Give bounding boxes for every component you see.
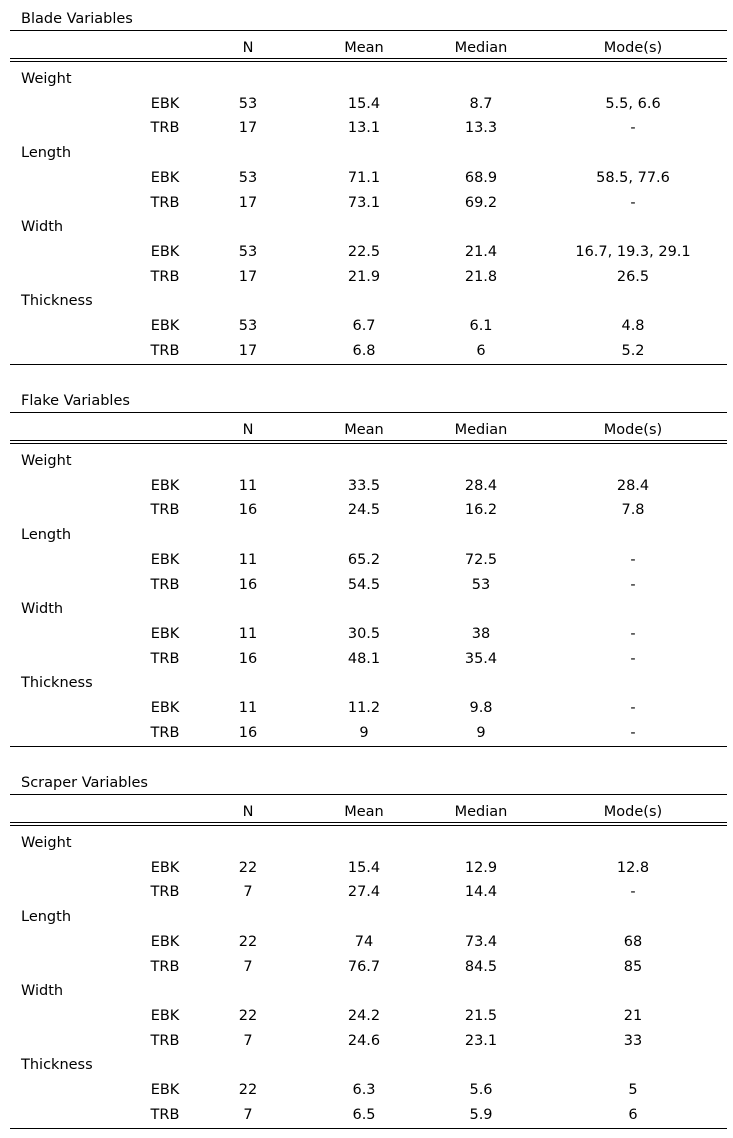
table-caption: Blade Variables: [21, 11, 133, 27]
cell-n: 17: [238, 268, 258, 285]
group-label: EBK: [150, 1007, 180, 1024]
cell-mode: 68: [623, 933, 643, 950]
cell-mode: 16.7, 19.3, 29.1: [575, 243, 691, 260]
table-top-rule: [10, 30, 727, 31]
group-label: TRB: [150, 650, 180, 667]
cell-median: 9.8: [469, 700, 493, 716]
cell-mode: 5.2: [621, 342, 645, 359]
variable-label: Length: [21, 527, 72, 544]
group-label: EBK: [150, 551, 180, 568]
cell-mean: 6.8: [352, 342, 376, 359]
cell-mean: 30.5: [347, 625, 381, 642]
cell-mode: -: [630, 576, 636, 593]
cell-median: 38: [471, 625, 491, 642]
group-label: EBK: [150, 859, 180, 876]
table-top-rule: [10, 794, 727, 795]
cell-median: 23.1: [464, 1032, 498, 1049]
group-label: EBK: [150, 477, 180, 494]
cell-n: 16: [238, 650, 258, 667]
cell-mean: 74: [354, 933, 374, 950]
cell-mean: 6.7: [352, 318, 376, 334]
cell-mean: 65.2: [347, 551, 381, 568]
variable-label: Weight: [21, 835, 72, 851]
cell-n: 16: [238, 576, 258, 593]
cell-n: 53: [238, 318, 258, 334]
header-double-rule: [10, 822, 727, 826]
group-label: TRB: [150, 268, 180, 285]
variable-label: Width: [21, 219, 64, 236]
cell-mean: 27.4: [347, 884, 381, 901]
cell-median: 28.4: [464, 477, 498, 494]
group-label: EBK: [150, 169, 180, 186]
cell-n: 53: [238, 243, 258, 260]
group-label: TRB: [150, 958, 180, 975]
cell-median: 5.9: [469, 1106, 493, 1123]
cell-median: 21.5: [464, 1007, 498, 1024]
cell-mean: 76.7: [347, 958, 381, 975]
header-n: N: [242, 422, 254, 438]
cell-n: 22: [238, 1007, 258, 1024]
group-label: TRB: [150, 342, 180, 359]
cell-mean: 73.1: [347, 194, 381, 211]
cell-mode: 26.5: [616, 268, 650, 285]
header-mode: Mode(s): [603, 422, 663, 438]
table-bottom-rule: [10, 364, 727, 365]
cell-median: 6.1: [469, 318, 493, 334]
cell-n: 53: [238, 95, 258, 112]
cell-mean: 6.3: [352, 1082, 376, 1098]
cell-mean: 24.5: [347, 502, 381, 519]
cell-median: 13.3: [464, 120, 498, 137]
cell-n: 16: [238, 502, 258, 519]
cell-n: 22: [238, 859, 258, 876]
cell-mode: -: [630, 884, 636, 901]
cell-median: 8.7: [469, 95, 493, 112]
group-label: EBK: [150, 625, 180, 642]
cell-mode: -: [630, 625, 636, 642]
cell-n: 53: [238, 169, 258, 186]
table-top-rule: [10, 412, 727, 413]
cell-mode: 21: [623, 1007, 643, 1024]
cell-median: 14.4: [464, 884, 498, 901]
cell-median: 5.6: [469, 1082, 493, 1098]
cell-mode: 58.5, 77.6: [596, 169, 670, 186]
cell-n: 17: [238, 194, 258, 211]
header-median: Median: [454, 422, 508, 438]
cell-mean: 21.9: [347, 268, 381, 285]
header-median: Median: [454, 40, 508, 56]
group-label: EBK: [150, 700, 180, 716]
cell-mean: 33.5: [347, 477, 381, 494]
cell-mode: -: [630, 194, 636, 211]
variable-label: Weight: [21, 71, 72, 87]
cell-mean: 13.1: [347, 120, 381, 137]
cell-mode: 28.4: [616, 477, 650, 494]
cell-mode: -: [630, 120, 636, 137]
cell-n: 17: [238, 342, 258, 359]
cell-median: 68.9: [464, 169, 498, 186]
group-label: TRB: [150, 502, 180, 519]
variable-label: Weight: [21, 453, 72, 469]
cell-median: 84.5: [464, 958, 498, 975]
cell-mode: 5.5, 6.6: [605, 95, 661, 112]
cell-median: 21.4: [464, 243, 498, 260]
cell-median: 12.9: [464, 859, 498, 876]
group-label: TRB: [150, 576, 180, 593]
header-mean: Mean: [344, 422, 384, 438]
cell-n: 22: [238, 1082, 258, 1098]
variable-label: Width: [21, 601, 64, 618]
group-label: EBK: [150, 933, 180, 950]
cell-n: 7: [243, 1032, 253, 1049]
header-double-rule: [10, 58, 727, 62]
variable-label: Thickness: [21, 293, 93, 310]
header-mean: Mean: [344, 804, 384, 820]
group-label: TRB: [150, 120, 180, 137]
cell-n: 7: [243, 884, 253, 901]
variable-label: Length: [21, 145, 72, 162]
cell-n: 11: [238, 625, 258, 642]
cell-n: 7: [243, 1106, 253, 1123]
cell-mode: 4.8: [621, 318, 645, 334]
cell-mode: -: [630, 650, 636, 667]
header-n: N: [242, 40, 254, 56]
cell-median: 9: [476, 724, 486, 741]
cell-median: 16.2: [464, 502, 498, 519]
group-label: EBK: [150, 1082, 180, 1098]
cell-mode: 6: [628, 1106, 638, 1123]
cell-mode: 5: [628, 1082, 638, 1098]
header-mode: Mode(s): [603, 804, 663, 820]
cell-n: 11: [238, 477, 258, 494]
group-label: TRB: [150, 724, 180, 741]
cell-median: 6: [476, 342, 486, 359]
cell-median: 69.2: [464, 194, 498, 211]
table-bottom-rule: [10, 746, 727, 747]
variable-label: Thickness: [21, 1057, 93, 1074]
cell-mode: 7.8: [621, 502, 645, 519]
variable-label: Width: [21, 983, 64, 1000]
group-label: TRB: [150, 1106, 180, 1123]
group-label: TRB: [150, 194, 180, 211]
group-label: EBK: [150, 95, 180, 112]
group-label: TRB: [150, 1032, 180, 1049]
cell-mode: -: [630, 724, 636, 741]
group-label: TRB: [150, 884, 180, 901]
cell-mean: 9: [359, 724, 369, 741]
cell-n: 11: [238, 700, 258, 716]
cell-mode: 33: [623, 1032, 643, 1049]
cell-mode: 85: [623, 958, 643, 975]
header-n: N: [242, 804, 254, 820]
cell-mean: 48.1: [347, 650, 381, 667]
cell-mean: 54.5: [347, 576, 381, 593]
cell-mean: 11.2: [347, 700, 381, 716]
cell-n: 7: [243, 958, 253, 975]
cell-median: 73.4: [464, 933, 498, 950]
cell-n: 11: [238, 551, 258, 568]
table-caption: Flake Variables: [21, 393, 130, 409]
cell-mean: 22.5: [347, 243, 381, 260]
table-caption: Scraper Variables: [21, 775, 148, 791]
cell-mean: 6.5: [352, 1106, 376, 1123]
variable-label: Length: [21, 909, 72, 926]
cell-n: 22: [238, 933, 258, 950]
cell-mean: 24.6: [347, 1032, 381, 1049]
cell-mean: 15.4: [347, 859, 381, 876]
cell-median: 53: [471, 576, 491, 593]
cell-median: 21.8: [464, 268, 498, 285]
variable-label: Thickness: [21, 675, 93, 692]
header-double-rule: [10, 440, 727, 444]
header-median: Median: [454, 804, 508, 820]
cell-median: 35.4: [464, 650, 498, 667]
group-label: EBK: [150, 318, 180, 334]
header-mode: Mode(s): [603, 40, 663, 56]
cell-mean: 15.4: [347, 95, 381, 112]
cell-mode: -: [630, 700, 636, 716]
cell-mean: 24.2: [347, 1007, 381, 1024]
cell-median: 72.5: [464, 551, 498, 568]
group-label: EBK: [150, 243, 180, 260]
cell-n: 16: [238, 724, 258, 741]
table-bottom-rule: [10, 1128, 727, 1129]
header-mean: Mean: [344, 40, 384, 56]
cell-n: 17: [238, 120, 258, 137]
cell-mode: -: [630, 551, 636, 568]
cell-mean: 71.1: [347, 169, 381, 186]
cell-mode: 12.8: [616, 859, 650, 876]
